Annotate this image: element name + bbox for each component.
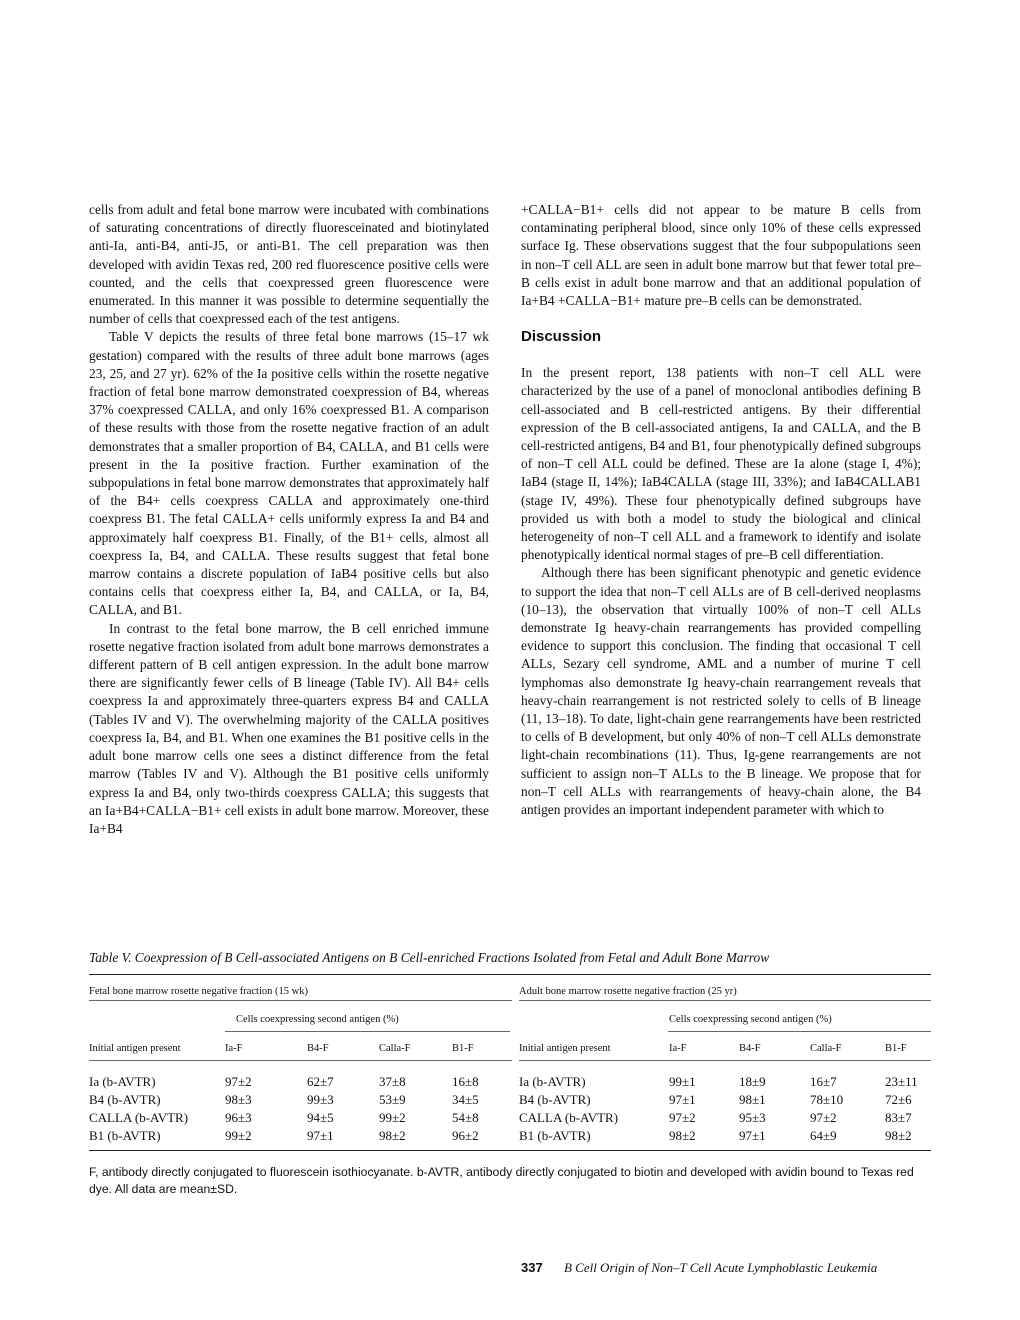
table-cell: 97±1 [739, 1128, 766, 1143]
table-cell: 98±2 [885, 1128, 912, 1143]
paragraph: Table V depicts the results of three fetal bone marrows (15–17 wk gestation) compared with the results of three adult bone marrows (ages 23, 25, and 27 yr). 62% of the Ia positive cells within the rosette negative fraction of fetal bone marrow demonstrated coexpression of B4, whereas 37% coexpressed CALLA, and only 16% coexpressed B1. A comparison of these results with those from the rosette negative fraction of an adult demonstrates that a smaller proportion of B4, CALLA, and B1 cells were present in the Ia positive fraction. Further examination of the subpopulations in fetal bone marrow demonstrates that approximately half of the B4+ cells coexpress CALLA and approximately one-third coexpress B1. The fetal CALLA+ cells uniformly express Ia and B4 and approximately half coexpress B1. Finally, of the B1+ cells, almost all coexpress Ia, B4, and CALLA. These results suggest that fetal bone marrow contains a discrete population of IaB4 positive cells but also contains cells that coexpress either Ia, B4, and CALLA, or Ia, B4, CALLA, and B1. [89, 329, 489, 618]
table-cell: 99±3 [307, 1092, 334, 1107]
table-cell: 96±3 [225, 1110, 252, 1125]
table-cell: 97±2 [225, 1074, 252, 1089]
adult-col-header: B4-F [739, 1043, 761, 1054]
left-text-column [89, 201, 489, 838]
fetal-header-rule [89, 1060, 512, 1061]
table-cell: 97±2 [669, 1110, 696, 1125]
table-cell: 98±2 [379, 1128, 406, 1143]
table-cell: 97±2 [810, 1110, 837, 1125]
page-number: 337 [521, 1260, 543, 1275]
paragraph: Although there has been significant phenotypic and genetic evidence to support the idea that non–T cell ALLs are of B cell-derived neoplasms (10–13), the observation that virtually 100% of non–T cell ALLs demonstrate Ig heavy-chain rearrangements has provided compelling evidence to support this conclusion. The finding that occasional T cell ALLs, Sezary cell syndrome, AML and a number of murine T cell lymphomas also demonstrate Ig heavy-chain rearrangement reveals that heavy-chain rearrangement is not restricted solely to cells of B lineage (11, 13–18). To date, light-chain gene rearrangements have been restricted to cells of B development, but only 40% of non–T cell ALLs demonstrate light-chain recombinations (11). Thus, Ig-gene rearrangements are not sufficient to assign non–T ALLs to the B lineage. We propose that for non–T cell ALLs with rearrangements of heavy-chain alone, the B4 antigen provides an important independent parameter with which to [521, 565, 921, 818]
table-cell: 94±5 [307, 1110, 334, 1125]
table-caption: Table V. Coexpression of B Cell-associated Antigens on B Cell-enriched Fractions Isolated from Fetal and Adult Bone Marrow [89, 950, 770, 965]
table-cell: 99±1 [669, 1074, 696, 1089]
table-cell: 16±8 [452, 1074, 479, 1089]
table-cell: 78±10 [810, 1092, 844, 1107]
table-row-label: Ia (b-AVTR) [519, 1074, 586, 1089]
adult-col-header: B1-F [885, 1043, 907, 1054]
table-bottom-rule [89, 1150, 931, 1151]
fetal-table-title: Fetal bone marrow rosette negative fraction (15 wk) [89, 986, 308, 997]
table-cell: 72±6 [885, 1092, 912, 1107]
adult-col-header: Ia-F [669, 1043, 687, 1054]
table-cell: 16±7 [810, 1074, 837, 1089]
right-text-column [521, 201, 921, 819]
table-cell: 96±2 [452, 1128, 479, 1143]
table-cell: 37±8 [379, 1074, 406, 1089]
paragraph: In the present report, 138 patients with non–T cell ALL were characterized by the use of a panel of monoclonal antibodies defining B cell-associated and B cell-restricted antigens. By their differential expression of the B cell-associated antigens, Ia and CALLA, and the B cell-restricted antigens, B4 and B1, four phenotypically defined subgroups of non–T cell ALL could be defined. These are Ia alone (stage I, 4%); IaB4 (stage II, 14%); IaB4CALLA (stage III, 33%); and IaB4CALLAB1 (stage IV, 49%). These four phenotypically defined subgroups have provided us with both a model to study the biological and clinical heterogeneity of non–T cell ALL and a framework to identify and isolate phenotypically identical normal stages of pre–B cell differentiation. [521, 365, 921, 563]
table-cell: 98±1 [739, 1092, 766, 1107]
table-row-label: B1 (b-AVTR) [519, 1128, 591, 1143]
paragraph: cells from adult and fetal bone marrow were incubated with combinations of saturating concentrations of directly fluoresceinated and biotinylated anti-Ia, anti-B4, anti-J5, or anti-B1. The cell preparation was then developed with avidin Texas red, 200 red fluorescence positive cells were counted, and the cells that coexpressed green fluorescence were enumerated. In this manner it was possible to determine sequentially the number of cells that coexpressed each of the test antigens. [89, 202, 489, 327]
fetal-col-header: B1-F [452, 1043, 474, 1054]
table-cell: 95±3 [739, 1110, 766, 1125]
table-cell: 98±2 [669, 1128, 696, 1143]
table-row-label: Ia (b-AVTR) [89, 1074, 156, 1089]
table-cell: 53±9 [379, 1092, 406, 1107]
table-footnote: F, antibody directly conjugated to fluorescein isothiocyanate. b-AVTR, antibody directly conjugated to biotin and developed with avidin bound to Texas red dye. All data are mean±SD. [89, 1165, 914, 1196]
table-cell: 99±2 [379, 1110, 406, 1125]
fetal-col-header: B4-F [307, 1043, 329, 1054]
table-cell: 54±8 [452, 1110, 479, 1125]
paragraph: +CALLA−B1+ cells did not appear to be mature B cells from contaminating peripheral blood, since only 10% of these cells expressed surface Ig. These observations suggest that the four subpopulations seen in non–T cell ALL are seen in adult bone marrow but that fewer total pre–B cells exist in adult bone marrow and that an additional population of Ia+B4 +CALLA−B1+ mature pre–B cells can be demonstrated. [521, 202, 921, 309]
page-footer [521, 1260, 941, 1276]
table-cell: 99±2 [225, 1128, 252, 1143]
table-cell: 98±3 [225, 1092, 252, 1107]
adult-span-header: Cells coexpressing second antigen (%) [669, 1014, 832, 1025]
adult-span-rule [668, 1031, 931, 1032]
running-title: B Cell Origin of Non–T Cell Acute Lymphoblastic Leukemia [563, 1260, 878, 1275]
adult-table-title: Adult bone marrow rosette negative fraction (25 yr) [519, 986, 737, 997]
adult-row-header: Initial antigen present [519, 1043, 611, 1054]
table-cell: 97±1 [307, 1128, 334, 1143]
fetal-span-rule [225, 1031, 510, 1032]
table-cell: 62±7 [307, 1074, 334, 1089]
fetal-col-header: Calla-F [379, 1043, 411, 1054]
table-row-label: B4 (b-AVTR) [519, 1092, 591, 1107]
adult-title-rule [519, 1000, 931, 1001]
table-cell: 23±11 [885, 1074, 918, 1089]
table-row-label: B4 (b-AVTR) [89, 1092, 161, 1107]
table-cell: 18±9 [739, 1074, 766, 1089]
fetal-col-header: Ia-F [225, 1043, 243, 1054]
table-cell: 64±9 [810, 1128, 837, 1143]
table-cell: 97±1 [669, 1092, 696, 1107]
table-row-label: B1 (b-AVTR) [89, 1128, 161, 1143]
fetal-row-header: Initial antigen present [89, 1043, 181, 1054]
adult-header-rule [519, 1060, 931, 1061]
fetal-title-rule [89, 1000, 512, 1001]
table-top-rule [89, 974, 931, 975]
paragraph: In contrast to the fetal bone marrow, the B cell enriched immune rosette negative fraction isolated from adult bone marrows demonstrates a different pattern of B cell antigen expression. In the adult bone marrow there are significantly fewer cells of B lineage (Table IV). All B4+ cells coexpress Ia and approximately three-quarters express B4 and CALLA (Tables IV and V). The overwhelming majority of the CALLA positives coexpress Ia, B4, and B1. When one examines the B1 positive cells in the adult bone marrow cells one sees a distinct difference from the fetal marrow (Tables IV and V). Although the B1 positive cells uniformly express Ia and B4, only two-thirds coexpress CALLA; this suggests that an Ia+B4+CALLA−B1+ cell exists in adult bone marrow. Moreover, these Ia+B4 [89, 620, 489, 836]
section-heading: Discussion [521, 328, 602, 346]
table-row-label: CALLA (b-AVTR) [519, 1110, 619, 1125]
table-cell: 83±7 [885, 1110, 912, 1125]
fetal-span-header: Cells coexpressing second antigen (%) [236, 1014, 399, 1025]
table-cell: 34±5 [452, 1092, 479, 1107]
adult-col-header: Calla-F [810, 1043, 842, 1054]
table-row-label: CALLA (b-AVTR) [89, 1110, 189, 1125]
